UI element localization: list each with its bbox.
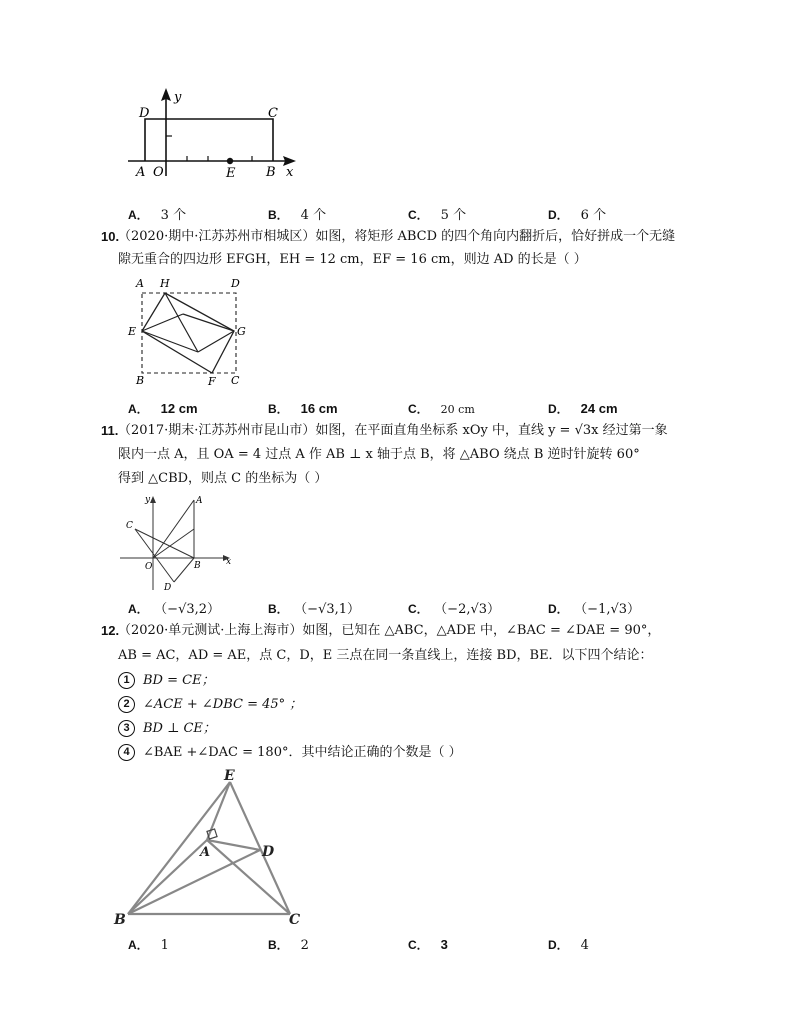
label-B: B (114, 912, 126, 928)
q11-text-line2: 限内一点 A，且 OA = 4 过点 A 作 AB ⊥ x 轴于点 B，将 △ABO 绕点 B 逆时针旋转 60° (118, 447, 640, 462)
label-D: D (164, 583, 172, 593)
label-B: B (194, 561, 201, 571)
q12-text-line1: （2020·单元测试·上海上海市）如图，已知在 △ABC，△ADE 中，∠BAC = ∠DAE = 90°， (118, 623, 661, 638)
label-D: D (262, 844, 275, 860)
q12-option-c[interactable]: C． 3 (408, 937, 448, 952)
label-E: E (128, 325, 137, 338)
label-E: E (226, 166, 236, 181)
label-E: E (224, 768, 235, 784)
q12-text-line2: AB = AC，AD = AE，点 C，D，E 三点在同一条直线上，连接 BD，BE．以下四个结论： (118, 648, 653, 663)
label-A: A (136, 165, 146, 180)
label-C: C (268, 106, 278, 121)
q10-number: 10. (101, 229, 120, 244)
q12-conclusion-3: 3 BD ⊥ CE； (118, 718, 216, 740)
label-B: B (266, 165, 276, 180)
q12-option-d[interactable]: D． 4 (548, 938, 589, 953)
label-O: O (145, 562, 153, 572)
q9-figure (120, 88, 320, 181)
label-D: D (139, 106, 150, 121)
q12-conclusion-2: 2 ∠ACE + ∠DBC = 45° ； (118, 694, 302, 716)
label-C: C (289, 912, 301, 928)
q11-option-b[interactable]: B． （−√3,1） (268, 602, 361, 617)
q11-option-a[interactable]: A． （−√3,2） (128, 602, 221, 617)
q11-text-line1: （2017·期末·江苏苏州市昆山市）如图，在平面直角坐标系 xOy 中，直线 y = √3x 经过第一象 (118, 423, 668, 438)
q10-figure (128, 276, 258, 388)
label-x: x (226, 557, 232, 567)
q10-option-a[interactable]: A． 12 cm (128, 401, 198, 416)
q12-number: 12. (101, 623, 120, 638)
q11-figure (116, 494, 236, 592)
label-C: C (126, 521, 133, 531)
q12-option-a[interactable]: A． 1 (128, 938, 169, 953)
q10-option-d[interactable]: D． 24 cm (548, 401, 618, 416)
q9-option-d[interactable]: D． 6 个 (548, 208, 607, 223)
label-C: C (231, 374, 240, 387)
label-D: D (231, 277, 240, 290)
q11-option-d[interactable]: D． （−1,√3） (548, 602, 641, 617)
q10-option-c[interactable]: C． 20 cm (408, 402, 475, 416)
q12-conclusion-4: 4 ∠BAE +∠DAC = 180°．其中结论正确的个数是（ ） (118, 742, 462, 764)
label-A: A (136, 277, 144, 290)
q9-option-b[interactable]: B． 4 个 (268, 208, 327, 223)
q12-option-b[interactable]: B． 2 (268, 938, 309, 953)
label-A: A (200, 845, 211, 860)
label-G: G (237, 325, 246, 338)
q11-option-c[interactable]: C． （−2,√3） (408, 602, 501, 617)
label-H: H (160, 277, 170, 290)
q11-text-line3: 得到 △CBD，则点 C 的坐标为（ ） (118, 471, 328, 486)
label-A: A (196, 496, 203, 506)
q11-number: 11. (101, 423, 119, 438)
label-y: y (174, 90, 182, 105)
q10-text-line1: （2020·期中·江苏苏州市相城区）如图，将矩形 ABCD 的四个角向内翻折后，恰好拼成一个无缝 (118, 229, 676, 244)
q10-text-line2: 隙无重合的四边形 EFGH，EH = 12 cm，EF = 16 cm，则边 AD 的长是（ ） (118, 252, 587, 267)
label-F: F (208, 375, 216, 388)
q12-figure (112, 768, 312, 928)
label-O: O (153, 165, 164, 180)
q10-option-b[interactable]: B． 16 cm (268, 401, 338, 416)
label-B: B (136, 374, 145, 387)
label-x: x (286, 165, 294, 180)
q9-option-c[interactable]: C． 5 个 (408, 208, 467, 223)
q9-option-a[interactable]: A． 3 个 (128, 208, 187, 223)
label-y: y (145, 495, 151, 505)
q12-conclusion-1: 1 BD = CE； (118, 670, 215, 692)
